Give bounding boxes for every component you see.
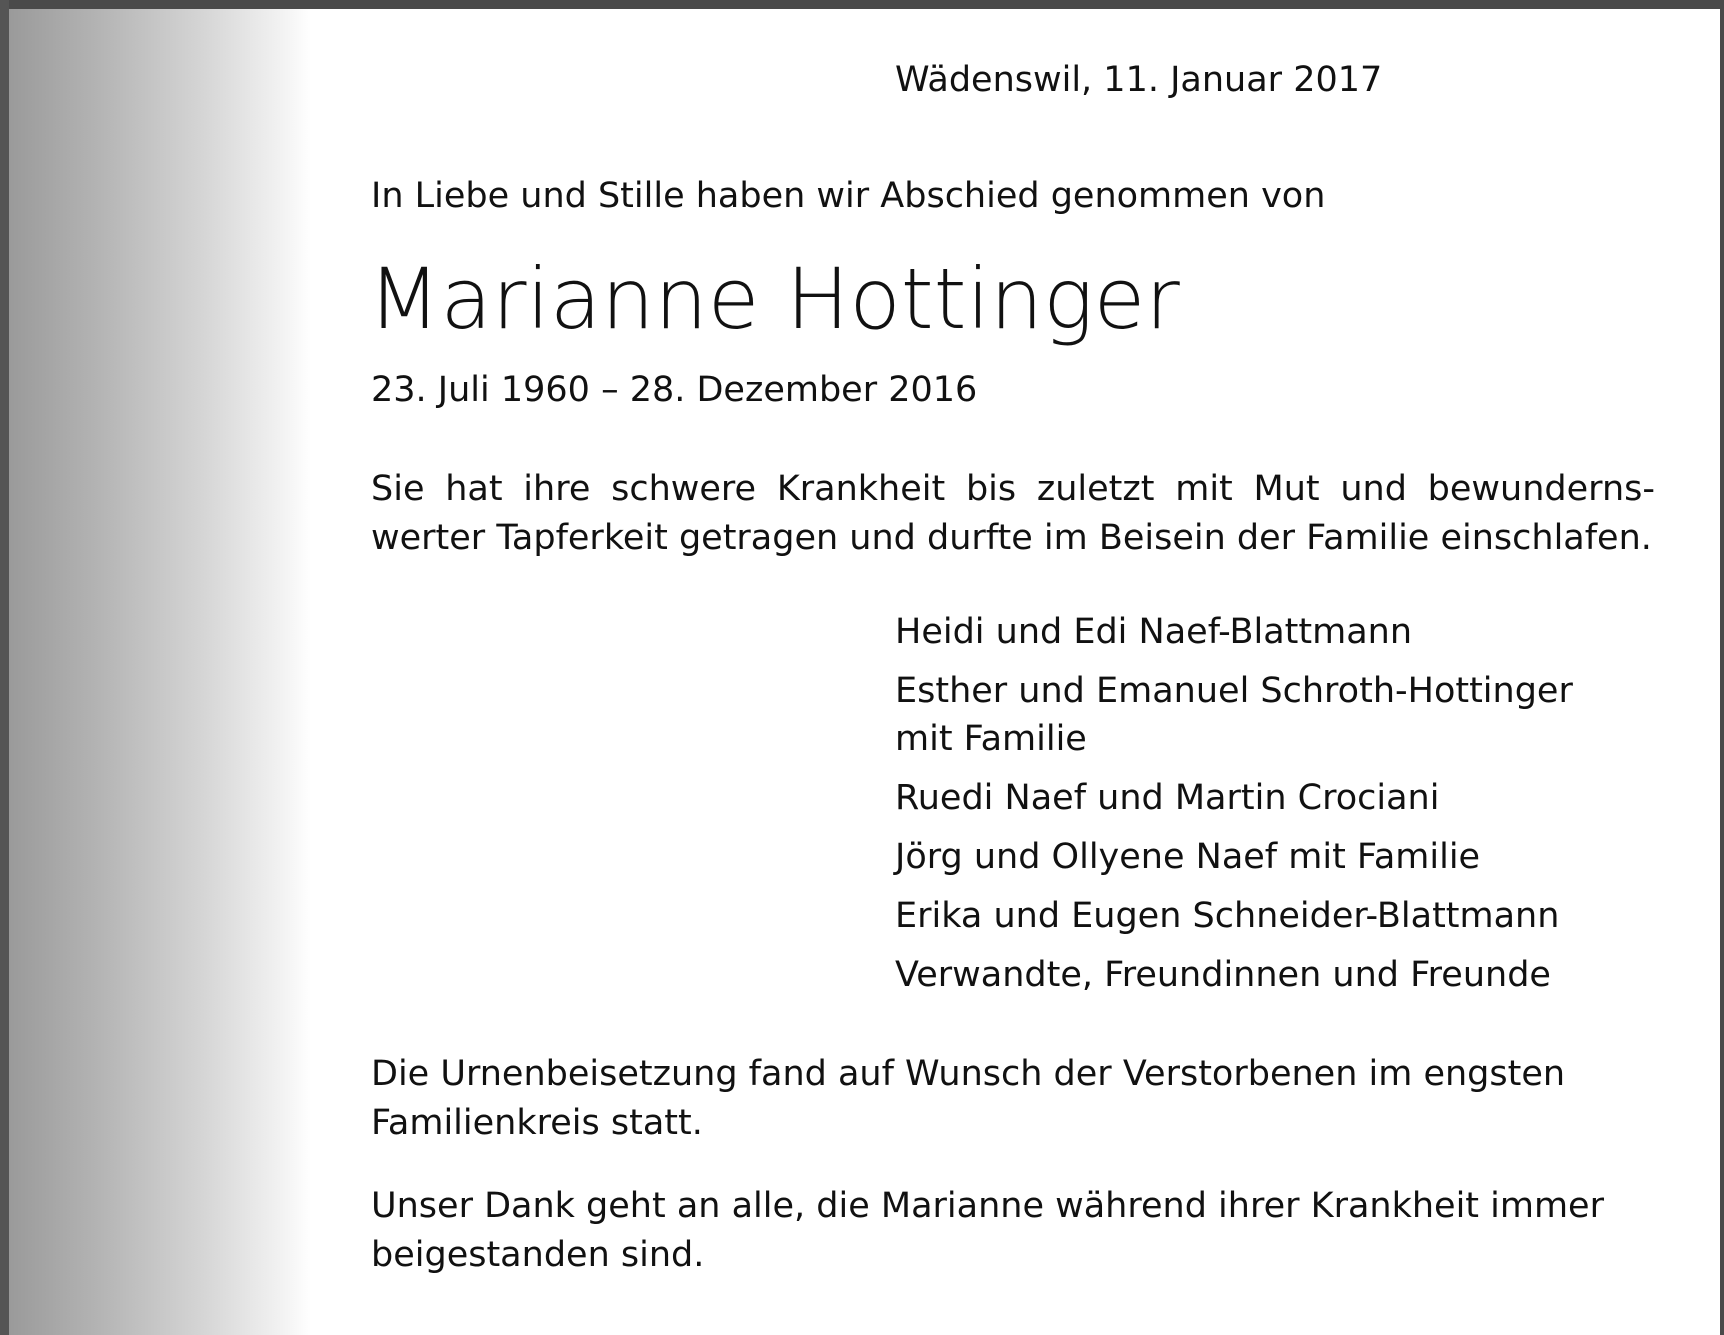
page-border-right [1720,0,1724,1335]
mourner-name: Verwandte, Freundinnen und Freunde [895,955,1551,995]
mourner-item [895,774,1573,822]
mourner-item [895,667,1573,763]
place-date: Wädenswil, 11. Januar 2017 [895,60,1383,100]
tribute-line: Sie hat ihre schwere Krankheit bis zuletzt mit Mut und bewunderns- [371,469,1655,509]
tribute-line: werter Tapferkeit getragen und durfte im Beisein der Familie einschlafen. [371,518,1652,558]
mourner-name-continued: mit Familie [895,719,1087,759]
thanks-line: beigestanden sind. [371,1235,705,1275]
mourner-item [895,892,1573,940]
mourner-item [895,833,1573,881]
mourner-name: Jörg und Ollyene Naef mit Familie [895,837,1481,877]
page-border-top [0,0,1724,9]
page-margin-shadow [9,9,311,1335]
mourner-item [895,608,1573,656]
page-border-left [0,0,9,1335]
burial-line: Die Urnenbeisetzung fand auf Wunsch der Verstorbenen im engsten [371,1054,1566,1094]
life-dates: 23. Juli 1960 – 28. Dezember 2016 [371,370,978,410]
intro-line: In Liebe und Stille haben wir Abschied genommen von [371,176,1326,216]
burial-line: Familienkreis statt. [371,1103,703,1143]
deceased-name: Marianne Hottinger [368,250,1180,348]
mourner-name: Heidi und Edi Naef-Blattmann [895,612,1413,652]
mourner-name: Esther und Emanuel Schroth-Hottinger [895,671,1573,711]
tribute-paragraph [371,465,1655,563]
thanks-paragraph [371,1182,1655,1280]
mourner-name: Erika und Eugen Schneider-Blattmann [895,896,1560,936]
mourner-name: Ruedi Naef und Martin Crociani [895,778,1440,818]
mourner-item [895,951,1573,999]
mourners-list [895,608,1573,1010]
burial-paragraph [371,1050,1655,1148]
thanks-line: Unser Dank geht an alle, die Marianne während ihrer Krankheit immer [371,1186,1604,1226]
